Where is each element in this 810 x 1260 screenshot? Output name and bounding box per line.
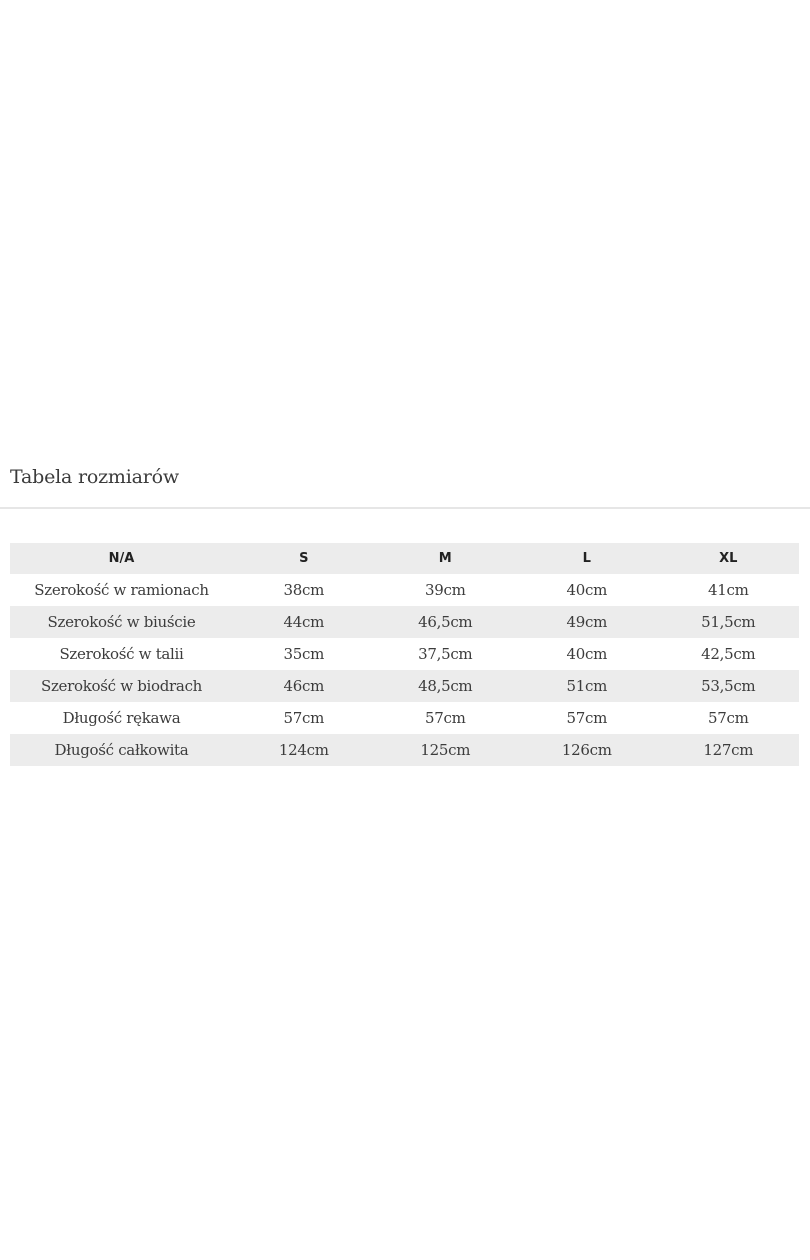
- table-cell: 44cm: [233, 606, 375, 638]
- size-table: [10, 543, 799, 766]
- table-cell: 53,5cm: [658, 670, 800, 702]
- table-cell: 39cm: [375, 574, 517, 606]
- size-table-title: Tabela rozmiarów: [10, 466, 179, 488]
- table-cell: 57cm: [233, 702, 375, 734]
- table-row: [10, 702, 799, 734]
- table-row: [10, 670, 799, 702]
- table-row: [10, 734, 799, 766]
- table-cell: 125cm: [375, 734, 517, 766]
- table-cell: 46cm: [233, 670, 375, 702]
- table-cell: 57cm: [658, 702, 800, 734]
- row-label: Szerokość w talii: [10, 638, 233, 670]
- table-cell: 38cm: [233, 574, 375, 606]
- header-cell-size-xl: XL: [658, 543, 800, 574]
- table-cell: 57cm: [516, 702, 658, 734]
- table-cell: 46,5cm: [375, 606, 517, 638]
- table-cell: 41cm: [658, 574, 800, 606]
- table-cell: 37,5cm: [375, 638, 517, 670]
- table-header-row: [10, 543, 799, 574]
- table-cell: 49cm: [516, 606, 658, 638]
- header-cell-size-m: M: [375, 543, 517, 574]
- header-cell-measurement: N/A: [10, 543, 233, 574]
- row-label: Szerokość w biodrach: [10, 670, 233, 702]
- table-cell: 51cm: [516, 670, 658, 702]
- row-label: Szerokość w biuście: [10, 606, 233, 638]
- table-cell: 124cm: [233, 734, 375, 766]
- table-cell: 51,5cm: [658, 606, 800, 638]
- table-cell: 35cm: [233, 638, 375, 670]
- table-cell: 40cm: [516, 574, 658, 606]
- table-cell: 127cm: [658, 734, 800, 766]
- table-row: [10, 638, 799, 670]
- header-cell-size-l: L: [516, 543, 658, 574]
- row-label: Szerokość w ramionach: [10, 574, 233, 606]
- title-divider: [0, 507, 810, 509]
- table-cell: 48,5cm: [375, 670, 517, 702]
- table-cell: 40cm: [516, 638, 658, 670]
- table-row: [10, 606, 799, 638]
- row-label: Długość całkowita: [10, 734, 233, 766]
- row-label: Długość rękawa: [10, 702, 233, 734]
- table-cell: 57cm: [375, 702, 517, 734]
- table-cell: 126cm: [516, 734, 658, 766]
- header-cell-size-s: S: [233, 543, 375, 574]
- table-cell: 42,5cm: [658, 638, 800, 670]
- table-row: [10, 574, 799, 606]
